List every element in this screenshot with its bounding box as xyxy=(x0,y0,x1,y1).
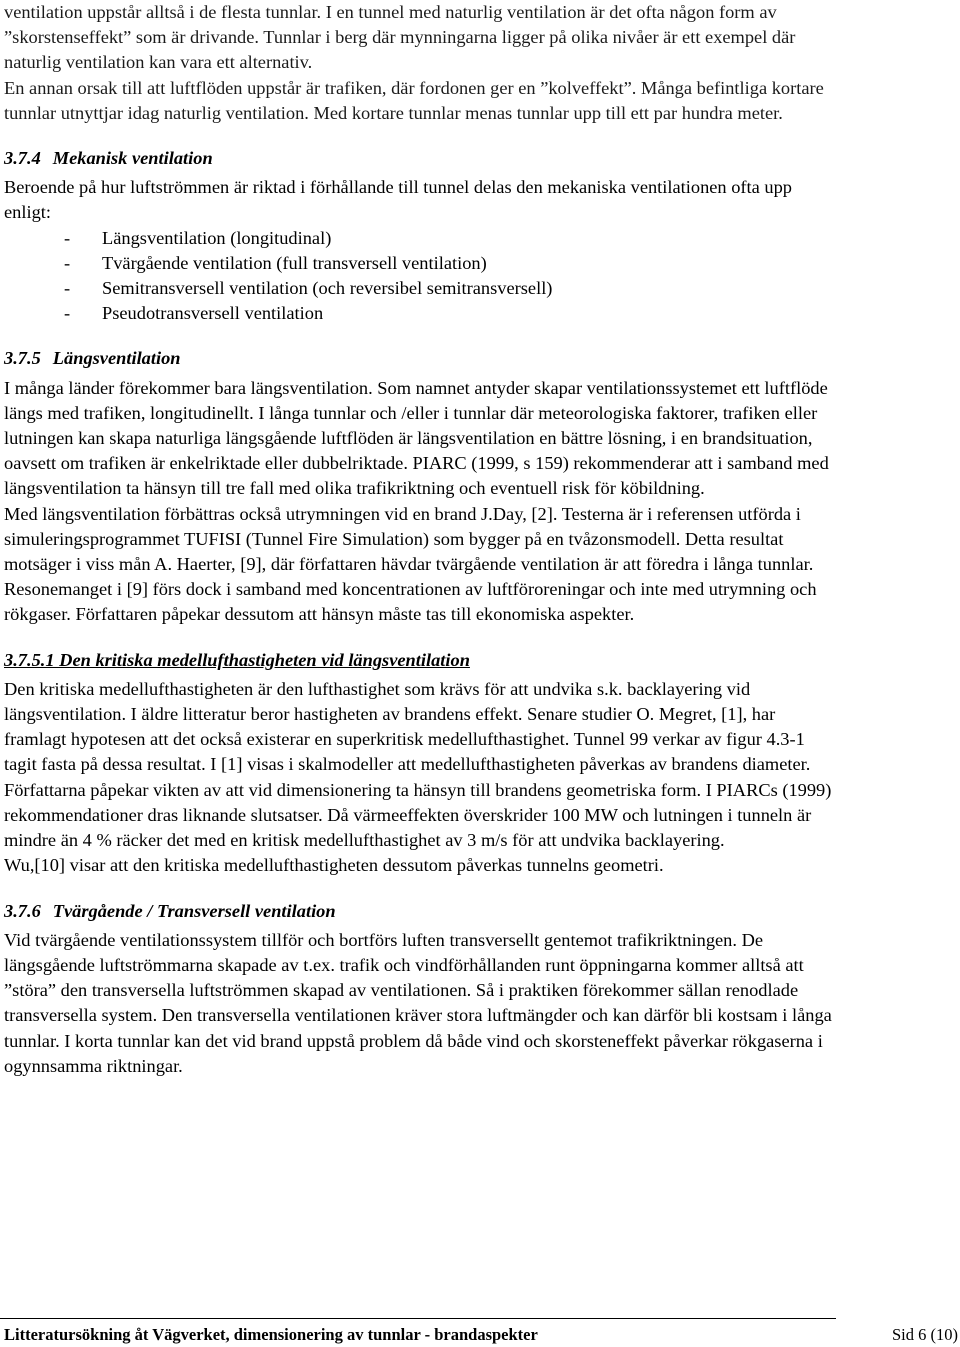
section-heading-langsventilation xyxy=(4,346,840,371)
list-item: - Pseudotransversell ventilation xyxy=(64,301,840,326)
section-title: Längsventilation xyxy=(52,348,181,369)
list-item: - Tvärgående ventilation (full transversell ventilation) xyxy=(64,251,840,276)
intro-paragraph-2: En annan orsak till att luftflöden uppstår är trafiken, där fordonen ger en ”kolveffekt”. Många befintliga kortare tunnlar utnyttjar idag naturlig ventilation. Med kortare tunnlar menas tunnlar upp till ett par hundra meter. xyxy=(4,77,824,123)
subsection-heading-kritiska-medellufthastigheten: 3.7.5.1 Den kritiska medellufthastigheten vid längsventilation xyxy=(4,649,470,670)
section-title: Mekanisk ventilation xyxy=(52,148,213,169)
kritiska-medellufthastigheten-paragraph-2: Wu,[10] visar att den kritiska medellufthastigheten dessutom påverkas tunnelns geometri. xyxy=(4,855,664,876)
mekanisk-ventilation-paragraph: Beroende på hur luftströmmen är riktad i förhållande till tunnel delas den mekaniska ventilationen ofta upp enligt: xyxy=(4,177,793,223)
intro-paragraph-1: ventilation uppstår alltså i de flesta tunnlar. I en tunnel med naturlig ventilation är det ofta någon form av ”skorstenseffekt” som är drivande. Tunnlar i berg där mynningarna ligger på olika nivåer är ett exempel där naturlig ventilation kan vara ett alternativ. xyxy=(4,2,796,73)
section-title: Tvärgående / Transversell ventilation xyxy=(52,900,336,921)
section-heading-mekanisk-ventilation xyxy=(4,146,840,171)
kritiska-medellufthastigheten-paragraph-1: Den kritiska medellufthastigheten är den lufthastighet som krävs för att undvika s.k. backlayering vid längsventilation. I äldre litteratur beror hastigheten av brandens effekt. Senare studier O. Megret, [1], har framlagt hypotesen att det också existerar en superkritisk medellufthastighet. Tunnel 99 verkar av figur 4.3-1 tagit fasta på dessa resultat. I [1] visas i skalmodeller att medellufthastigheten påverkas av brandens diameter. Författarna påpekar vikten av att vid dimensionering ta hänsyn till brandens geometriska form. I PIARCs (1999) rekommendationer dras liknande slutsatser. Då värmeeffekten överskrider 100 MW och lutningen i tunneln är mindre än 4 % räcker det med en kritisk medellufthastighet av 3 m/s för att undvika backlayering. xyxy=(4,678,832,851)
footer-divider xyxy=(0,1318,836,1319)
footer-page-number: Sid 6 (10) xyxy=(892,1325,958,1344)
langsventilation-paragraph-2: Med längsventilation förbättras också utrymningen vid en brand J.Day, [2]. Testerna är i referensen utförda i simuleringsprogrammet TUFISI (Tunnel Fire Simulation) som bygger på en tvåzonsmodell. Detta resultat motsäger i viss mån A. Haerter, [9], där författaren hävdar tvärgående ventilation är att föredra i långa tunnlar. Resonemanget i [9] förs dock i samband med koncentrationen av luftföroreningar och inte med utrymning och rökgaser. Författaren påpekar dessutom att hänsyn måste tas till ekonomiska aspekter. xyxy=(4,503,817,625)
section-number: 3.7.6 xyxy=(4,900,41,921)
ventilation-types-list xyxy=(4,226,840,327)
section-heading-tvargaende-ventilation xyxy=(4,899,840,924)
section-number: 3.7.5 xyxy=(4,348,41,369)
list-item: - Längsventilation (longitudinal) xyxy=(64,226,840,251)
section-number: 3.7.4 xyxy=(4,148,41,169)
langsventilation-paragraph-1: I många länder förekommer bara längsventilation. Som namnet antyder skapar ventilationssystemet ett luftflöde längs med trafiken, longitudinellt. I långa tunnlar och /eller i tunnlar där meteorologiska faktorer, trafiken eller lutningen kan skapa naturliga längsgående luftflöden är längsventilation en bättre lösning, i en brandsituation, oavsett om trafiken är enkelriktade eller dubbelriktade. PIARC (1999, s 159) rekommenderar att i samband med längsventilation ta hänsyn till tre fall med olika trafikriktning och eventuell risk för köbildning. xyxy=(4,377,829,499)
footer-document-title: Litteratursökning åt Vägverket, dimensionering av tunnlar - brandaspekter xyxy=(4,1325,538,1344)
document-page xyxy=(4,0,840,1079)
list-item: - Semitransversell ventilation (och reversibel semitransversell) xyxy=(64,276,840,301)
tvargaende-ventilation-paragraph: Vid tvärgående ventilationssystem tillför och bortförs luften transversellt gentemot trafikriktningen. De längsgående luftströmmarna skapade av t.ex. trafik och vindförhållanden runt öppningarna kommer alltså att ”störa” den transversella luftströmmen skapad av ventilationen. Så i praktiken förekommer sällan renodlade transversella system. Den transversella ventilationen kräver stora luftmängder och kan därför bli kostsam i långa tunnlar. I korta tunnlar kan det vid brand uppstå problem då både vind och skorsteneffekt påverkar rökgaserna i ogynnsamma riktningar. xyxy=(4,929,832,1076)
